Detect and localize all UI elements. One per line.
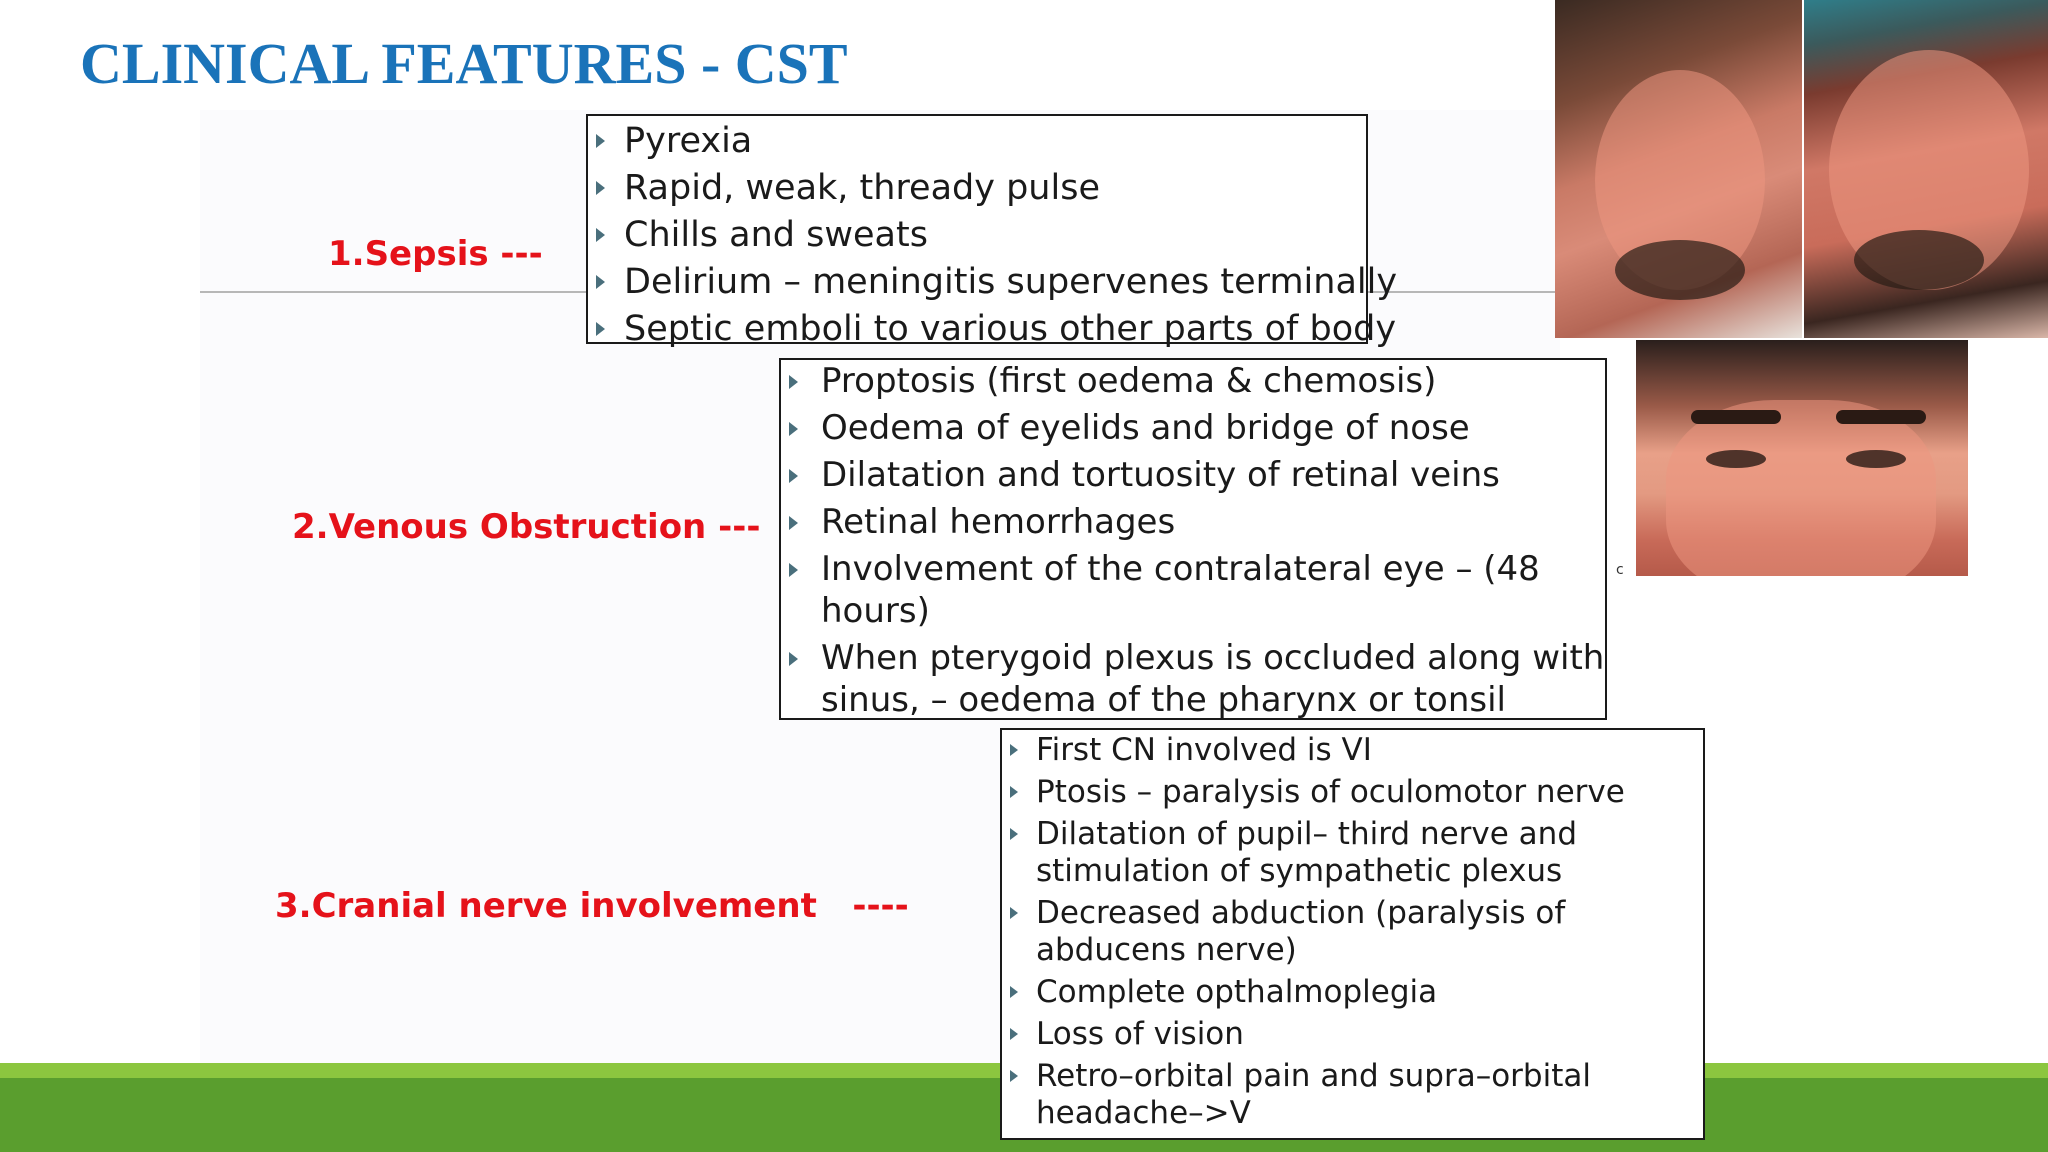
bullet-arrow-icon [596, 134, 605, 148]
beard-shape [1615, 240, 1745, 300]
bullet-arrow-icon [1010, 1028, 1018, 1040]
cranial-nerve-bullet-box [1000, 728, 1705, 1140]
left-brow-shape [1691, 410, 1781, 424]
list-item [1010, 1058, 1703, 1132]
photo-caption: c [1616, 562, 1624, 578]
bullet-arrow-icon [789, 375, 798, 389]
list-item-text: Retro–orbital pain and supra–orbital headache–>V [1036, 1058, 1591, 1131]
bullet-arrow-icon [1010, 744, 1018, 756]
list-item [789, 637, 1605, 721]
list-item-text: Involvement of the contralateral eye – (48 hours) [821, 549, 1540, 631]
face-shape [1666, 400, 1936, 576]
beard-shape [1854, 230, 1984, 290]
list-item [1010, 1016, 1703, 1053]
left-eye-shape [1706, 450, 1766, 468]
list-item [789, 548, 1605, 632]
patient-eyes-photo [1636, 340, 1968, 576]
bullet-arrow-icon [596, 322, 605, 336]
bullet-arrow-icon [789, 563, 798, 577]
list-item-text: Complete opthalmoplegia [1036, 974, 1438, 1010]
bullet-list [789, 360, 1605, 721]
right-eye-shape [1846, 450, 1906, 468]
patient-photo-right [1804, 0, 2048, 338]
list-item [596, 212, 1366, 259]
list-item [789, 407, 1605, 449]
list-item-text: Loss of vision [1036, 1016, 1244, 1052]
list-item [596, 165, 1366, 212]
sepsis-bullet-box [586, 114, 1398, 349]
list-item-text: Decreased abduction (paralysis of abducens nerve) [1036, 895, 1566, 968]
bullet-arrow-icon [789, 422, 798, 436]
list-item [596, 118, 1366, 165]
list-item-text: Dilatation and tortuosity of retinal veins [821, 455, 1500, 495]
list-item-text: Septic emboli to various other parts of body [624, 309, 1397, 349]
list-item-text: Ptosis – paralysis of oculomotor nerve [1036, 774, 1625, 810]
section-label-cranial-nerve: 3.Cranial nerve involvement ---- [275, 886, 909, 926]
list-item [1010, 895, 1703, 969]
bullet-arrow-icon [789, 469, 798, 483]
bullet-arrow-icon [1010, 1070, 1018, 1082]
bullet-arrow-icon [596, 228, 605, 242]
list-item-text: Delirium – meningitis supervenes terminally [624, 262, 1398, 302]
bullet-arrow-icon [789, 652, 798, 666]
bullet-arrow-icon [596, 181, 605, 195]
bullet-arrow-icon [1010, 786, 1018, 798]
list-item [1010, 732, 1703, 769]
list-item-text: When pterygoid plexus is occluded along with sinus, – oedema of the pharynx or tonsil [821, 638, 1605, 720]
bullet-list [596, 118, 1398, 353]
list-item-text: Chills and sweats [624, 215, 928, 255]
list-item [596, 259, 1398, 306]
list-item-text: Dilatation of pupil– third nerve and stimulation of sympathetic plexus [1036, 816, 1578, 889]
list-item [1010, 816, 1703, 890]
patient-photo-left [1555, 0, 1802, 338]
list-item-text: First CN involved is VI [1036, 732, 1372, 768]
list-item-text: Retinal hemorrhages [821, 502, 1176, 542]
bullet-arrow-icon [1010, 907, 1018, 919]
list-item-text: Pyrexia [624, 121, 753, 161]
right-brow-shape [1836, 410, 1926, 424]
section-label-sepsis: 1.Sepsis --- [328, 234, 543, 274]
list-item-text: Rapid, weak, thready pulse [624, 168, 1100, 208]
list-item [789, 360, 1605, 402]
list-item [1010, 774, 1703, 811]
bullet-arrow-icon [596, 275, 605, 289]
list-item-text: Proptosis (first oedema & chemosis) [821, 361, 1437, 401]
list-item-text: Oedema of eyelids and bridge of nose [821, 408, 1470, 448]
list-item [789, 454, 1605, 496]
bullet-arrow-icon [1010, 828, 1018, 840]
bullet-arrow-icon [789, 516, 798, 530]
list-item [1010, 974, 1703, 1011]
bullet-list [1010, 732, 1703, 1132]
list-item [789, 501, 1605, 543]
bullet-arrow-icon [1010, 986, 1018, 998]
slide-title: CLINICAL FEATURES - CST [80, 31, 848, 96]
venous-obstruction-bullet-box [779, 358, 1607, 720]
list-item [596, 306, 1397, 353]
section-label-venous-obstruction: 2.Venous Obstruction --- [292, 507, 761, 547]
